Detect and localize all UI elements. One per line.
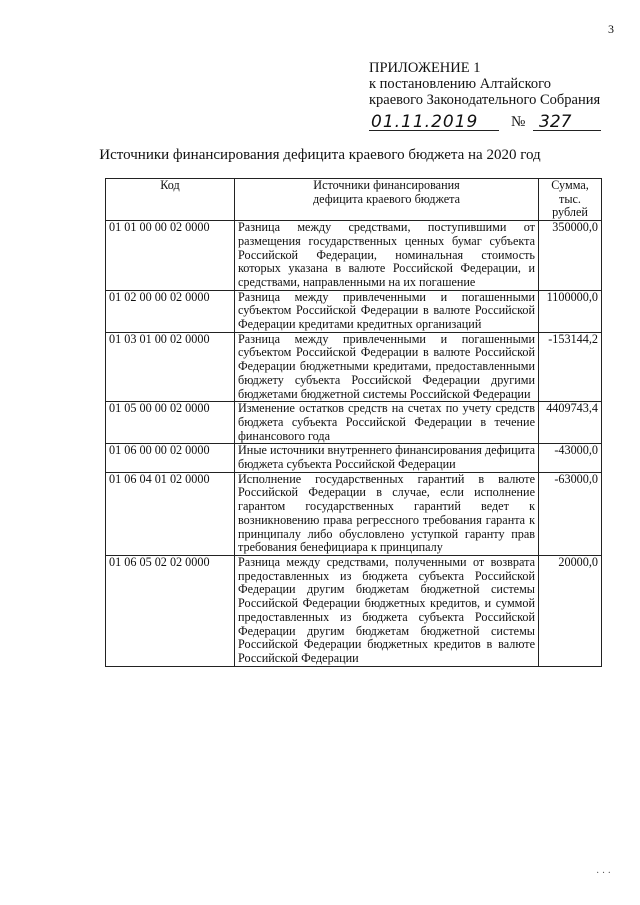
code-header: Код: [106, 179, 235, 221]
row-code: 01 03 01 00 02 0000: [106, 332, 235, 402]
appendix-title: ПРИЛОЖЕНИЕ 1: [369, 60, 481, 76]
row-code: 01 05 00 00 02 0000: [106, 402, 235, 444]
appendix-line-2: краевого Законодательного Собрания: [369, 92, 601, 108]
row-sum: 4409743,4: [539, 402, 602, 444]
row-description: Исполнение государственных гарантий в валюте Российской Федерации в случае, если исполнение гарантом государственных гарантий ведет к возникновению права регрессного требования гаранта к принципалу либо обусловлено уступкой гаранту прав требования бенефициара к принципалу: [235, 472, 539, 555]
table-row: [106, 332, 602, 402]
sum-header: Сумма, тыс. рублей: [539, 179, 602, 221]
row-code: 01 06 00 00 02 0000: [106, 444, 235, 472]
number-underline: [533, 130, 601, 131]
source-header: Источники финансирования дефицита краевого бюджета: [235, 179, 539, 221]
row-description: Разница между привлеченными и погашенными субъектом Российской Федерации в валюте Российской Федерации бюджетными кредитами, предоставленными бюджету субъекта Российской Федерации другими бюджетами бюджетной системы Российской Федерации: [235, 332, 539, 402]
row-description: Разница между средствами, полученными от возврата предоставленных из бюджета субъекта Российской Федерации другим бюджетам бюджетной системы Российской Федерации бюджетных кредитов, и суммой предоставленных из бюджета субъекта Российской Федерации другим бюджетам бюджетной системы Российской Федерации бюджетных кредитов в валюте Российской Федерации: [235, 555, 539, 666]
row-description: Изменение остатков средств на счетах по учету средств бюджета субъекта Российской Федерации в течение финансового года: [235, 402, 539, 444]
table-row: [106, 444, 602, 472]
date-underline: [369, 130, 499, 131]
row-code: 01 02 00 00 02 0000: [106, 290, 235, 332]
table-row: [106, 472, 602, 555]
row-description: Иные источники внутреннего финансирования дефицита бюджета субъекта Российской Федерации: [235, 444, 539, 472]
appendix-header: [369, 60, 631, 108]
page-number: 3: [608, 22, 614, 36]
sources-table: [105, 178, 602, 667]
date-number-line: [369, 112, 601, 134]
scan-marks: · · ·: [596, 868, 611, 879]
table-row: [106, 221, 602, 291]
handwritten-number: 327: [539, 112, 572, 132]
row-code: 01 06 04 01 02 0000: [106, 472, 235, 555]
row-sum: -153144,2: [539, 332, 602, 402]
appendix-line-1: к постановлению Алтайского: [369, 76, 551, 92]
table-row: [106, 402, 602, 444]
row-description: Разница между средствами, поступившими от размещения государственных ценных бумаг субъекта Российской Федерации, номинальная стоимость которых указана в валюте Российской Федерации, и средствами, направленными на их погашение: [235, 221, 539, 291]
row-sum: -63000,0: [539, 472, 602, 555]
number-label: №: [511, 114, 526, 130]
row-sum: 350000,0: [539, 221, 602, 291]
row-description: Разница между привлеченными и погашенными субъектом Российской Федерации в валюте Российской Федерации кредитами кредитных организаций: [235, 290, 539, 332]
row-sum: -43000,0: [539, 444, 602, 472]
row-code: 01 01 00 00 02 0000: [106, 221, 235, 291]
handwritten-date: 01.11.2019: [371, 112, 479, 132]
table-header-row: [106, 179, 602, 221]
row-sum: 1100000,0: [539, 290, 602, 332]
row-sum: 20000,0: [539, 555, 602, 666]
row-code: 01 06 05 02 02 0000: [106, 555, 235, 666]
table-row: [106, 555, 602, 666]
table-row: [106, 290, 602, 332]
document-title: Источники финансирования дефицита краевого бюджета на 2020 год: [99, 147, 541, 163]
